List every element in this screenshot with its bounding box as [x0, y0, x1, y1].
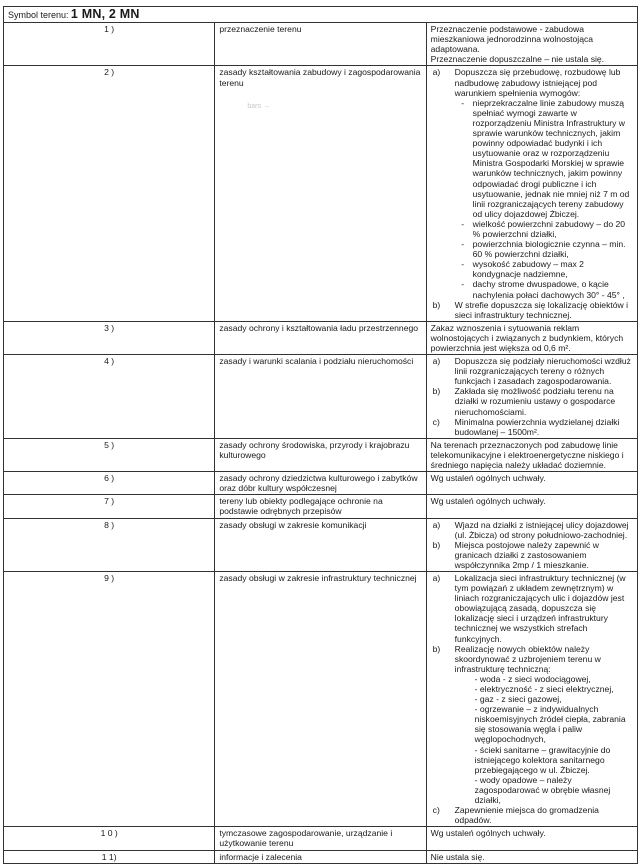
dash-marker: - — [461, 239, 465, 250]
item-label: a) — [432, 356, 441, 367]
sub-item — [431, 239, 634, 259]
row-content — [426, 850, 637, 863]
list-item — [431, 573, 634, 644]
row-topic: zasady kształtowania zabudowy i zagospodarowania terenu — [219, 67, 421, 88]
item-text: Zakłada się możliwość podziału terenu na działki w rozumieniu ustawy o gospodarce nieruchomościami. — [454, 386, 616, 417]
row-content — [426, 23, 637, 66]
list-item — [431, 386, 634, 416]
sub-item — [431, 98, 634, 219]
row-content — [426, 472, 637, 495]
row-topic: informacje i zalecenia — [215, 850, 426, 863]
sub-text: - ogrzewanie – z indywidualnych niskoemisyjnych źródeł ciepła, zabrania się stosowania węgla i paliw węglopochodnych, — [474, 704, 626, 745]
item-text: Dopuszcza się przebudowę, rozbudowę lub nadbudowę zabudowy istniejącej pod warunkiem spełnienia wymogów: — [454, 67, 621, 98]
sub-text: wielkość powierzchni zabudowy – do 20 % powierzchni działki, — [472, 218, 626, 239]
row-number: 2 ) — [4, 66, 215, 321]
item-label: b) — [432, 299, 441, 310]
planning-document — [3, 6, 638, 864]
list-item — [431, 417, 634, 437]
list-item — [431, 805, 634, 825]
item-text: Lokalizacja sieci infrastruktury technicznej (w tym powiązań z układem zewnętrznym) w liniach rozgraniczających ulic i dojazdów jest obowiązującą zasadą, dopuszcza się lokalizację sieci i urządzeń infrastruktury technicznej we wszystkich strefach funkcyjnych. — [454, 572, 626, 644]
table-row — [4, 495, 638, 518]
row-number: 4 ) — [4, 355, 215, 439]
content-line: Zakaz wznoszenia i sytuowania reklam wolnostojących i związanych z budynkiem, których powierzchnia jest większa od 0,6 m². — [430, 322, 624, 353]
row-content — [426, 571, 637, 826]
table-row — [4, 23, 638, 66]
row-number: 5 ) — [4, 438, 215, 471]
item-text: Dopuszcza się podziały nieruchomości wzdłuż linii rozgraniczających tereny o różnych funkcjach i zasadach zagospodarowania. — [454, 356, 631, 387]
title-row — [4, 7, 638, 23]
item-label: b) — [432, 643, 441, 654]
sub-text: wysokość zabudowy – max 2 kondygnacje nadziemne, — [472, 259, 584, 280]
content-line: Wg ustaleń ogólnych uchwały. — [430, 496, 546, 507]
row-topic: zasady ochrony i kształtowania ładu przestrzennego — [215, 321, 426, 354]
symbol-label: Symbol terenu: — [8, 10, 69, 20]
row-number: 8 ) — [4, 518, 215, 571]
list-item — [431, 300, 634, 320]
row-topic: przeznaczenie terenu — [215, 23, 426, 66]
content-line: Na terenach przeznaczonych pod zabudowę linie telekomunikacyjne i elektroenergetyczne niskiego i średniego napięcia należy układać doziemnie. — [430, 439, 624, 471]
sub-item — [431, 259, 634, 279]
row-content — [426, 66, 637, 321]
row-number: 1 0 ) — [4, 827, 215, 850]
item-text: Minimalna powierzchnia wydzielanej działki budowlanej – 1500m². — [454, 416, 620, 437]
zoning-table — [3, 6, 638, 864]
item-text: Zapewnienie miejsca do gromadzenia odpadów. — [454, 805, 599, 826]
row-topic: zasady obsługi w zakresie infrastruktury technicznej — [215, 571, 426, 826]
row-topic: zasady obsługi w zakresie komunikacji — [215, 518, 426, 571]
sub-item — [431, 279, 634, 299]
sub-text: - gaz - z sieci gazowej, — [474, 694, 562, 705]
table-row — [4, 850, 638, 863]
item-text: W strefie dopuszcza się lokalizację obiektów i sieci infrastruktury technicznej. — [454, 299, 629, 320]
list-item — [431, 644, 634, 674]
row-topic: zasady ochrony środowiska, przyrody i krajobrazu kulturowego — [215, 438, 426, 471]
row-topic: tereny lub obiekty podlegające ochronie na podstawie odrębnych przepisów — [215, 495, 426, 518]
sub-text: dachy strome dwuspadowe, o kącie nachylenia połaci dachowych 30° - 45° , — [472, 279, 625, 300]
sub-text: nieprzekraczalne linie zabudowy muszą spełniać wymogi zawarte w rozporządzeniu Ministra Infrastruktury w sprawie warunków technicznych, jakim powinny odpowiadać budynki i ich usytuowanie oraz w rozporządzeniu Ministra Gospodarki Morskiej w sprawie warunków technicznych, jakim powinny odpowiadać drogi publiczne i ich usytuowanie, jednak nie mniej niż 7 m od linii rozgraniczających tereny zabudowy od ulicy dojazdowej Żbiczej. — [472, 97, 630, 219]
table-row — [4, 355, 638, 439]
dash-marker: - — [461, 259, 465, 270]
row-topic: tymczasowe zagospodarowanie, urządzanie i użytkowanie terenu — [215, 827, 426, 850]
sub-item — [431, 694, 634, 704]
list-item — [431, 67, 634, 97]
row-content — [426, 827, 637, 850]
sub-text: powierzchnia biologicznie czynna – min. 60 % powierzchni działki, — [472, 239, 626, 260]
item-label: c) — [432, 416, 440, 427]
item-text: Realizację nowych obiektów należy skoordynować z uzbrojeniem terenu w infrastrukturę techniczną: — [454, 643, 601, 674]
sub-item — [431, 745, 634, 775]
row-number: 7 ) — [4, 495, 215, 518]
table-row — [4, 321, 638, 354]
sub-text: - wody opadowe – należy zagospodarować w obrębie własnej działki, — [474, 774, 611, 806]
item-label: c) — [432, 805, 440, 816]
dash-marker: - — [461, 97, 465, 108]
sub-text: - woda - z sieci wodociągowej, — [474, 673, 591, 684]
row-number: 9 ) — [4, 571, 215, 826]
content-line: Wg ustaleń ogólnych uchwały. — [430, 828, 546, 839]
row-topic: zasady i warunki scalania i podziału nieruchomości — [215, 355, 426, 439]
content-line: Wg ustaleń ogólnych uchwały. — [430, 473, 546, 484]
title-cell — [4, 7, 638, 23]
row-content — [426, 355, 637, 439]
symbol-value: 1 MN, 2 MN — [70, 7, 140, 21]
table-row — [4, 827, 638, 850]
list-item — [431, 356, 634, 386]
dash-marker: - — [461, 279, 465, 290]
faded-annotation: bars → — [247, 102, 270, 110]
row-number: 6 ) — [4, 472, 215, 495]
sub-item — [431, 775, 634, 805]
list-item — [431, 540, 634, 570]
row-content — [426, 321, 637, 354]
item-label: a) — [432, 572, 441, 583]
table-row — [4, 438, 638, 471]
sub-item — [431, 219, 634, 239]
list-item — [431, 520, 634, 540]
content-line: Nie ustala się. — [430, 851, 485, 862]
item-text: Miejsca postojowe należy zapewnić w granicach działki z zastosowaniem współczynnika 2mp / 1 mieszkanie. — [454, 539, 599, 570]
table-row — [4, 571, 638, 826]
row-number: 1 ) — [4, 23, 215, 66]
row-number: 3 ) — [4, 321, 215, 354]
table-row — [4, 472, 638, 495]
row-content — [426, 438, 637, 471]
row-topic-cell — [215, 66, 426, 321]
row-topic: zasady ochrony dziedzictwa kulturowego i zabytków oraz dóbr kultury współczesnej — [215, 472, 426, 495]
content-line: Przeznaczenie podstawowe - zabudowa mieszkaniowa jednorodzinna wolnostojąca adaptowana. — [430, 24, 594, 55]
item-label: b) — [432, 539, 441, 550]
table-row — [4, 518, 638, 571]
table-row — [4, 66, 638, 321]
content-line: Przeznaczenie dopuszczalne – nie ustala się. — [430, 54, 605, 65]
sub-item — [431, 674, 634, 684]
item-label: a) — [432, 67, 441, 78]
dash-marker: - — [461, 218, 465, 229]
sub-item — [431, 684, 634, 694]
sub-text: - ścieki sanitarne – grawitacyjnie do istniejącego kolektora sanitarnego przebiegającego w ul. Żbiczej. — [474, 744, 611, 775]
sub-text: - elektryczność - z sieci elektrycznej, — [474, 684, 614, 694]
item-text: Wjazd na działki z istniejącej ulicy dojazdowej (ul. Żbicza) od strony południowo-zachodniej. — [454, 519, 629, 540]
row-content — [426, 495, 637, 518]
item-label: a) — [432, 519, 441, 530]
row-content — [426, 518, 637, 571]
row-number: 1 1) — [4, 850, 215, 863]
sub-item — [431, 704, 634, 744]
item-label: b) — [432, 386, 441, 397]
